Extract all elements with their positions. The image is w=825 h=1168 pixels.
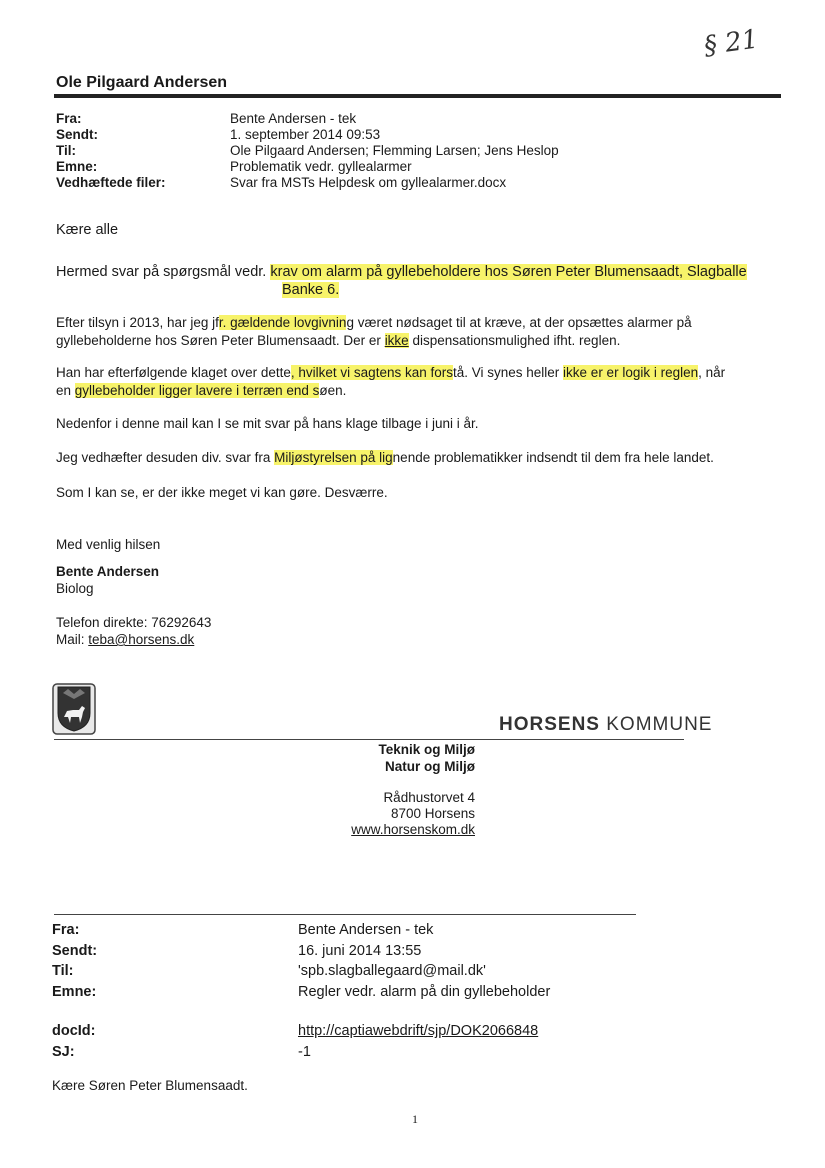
meta-row-subject: Emne: Problematik vedr. gyllealarmer xyxy=(56,159,412,174)
signature-name: Bente Andersen xyxy=(56,564,160,579)
horsens-crest-icon xyxy=(52,683,96,735)
header-divider xyxy=(54,94,781,98)
docid-link[interactable]: http://captiawebdrift/sjp/DOK2066848 xyxy=(298,1023,539,1040)
meta2-row-sent: Sendt: 16. juni 2014 13:55 xyxy=(52,942,422,959)
forwarded-email-meta xyxy=(52,920,550,1062)
signature-closing: Med venlig hilsen xyxy=(56,537,161,552)
meta-row-from: Fra: Bente Andersen - tek xyxy=(56,111,357,126)
forwarded-greeting: Kære Søren Peter Blumensaadt. xyxy=(52,1078,248,1093)
meta-row-attachments: Vedhæftede filer: Svar fra MSTs Helpdesk om gyllealarmer.docx xyxy=(56,175,507,190)
meta-row-to: Til: Ole Pilgaard Andersen; Flemming Larsen; Jens Heslop xyxy=(56,143,559,158)
page-number: 1 xyxy=(412,1112,418,1126)
paragraph-6: Som I kan se, er der ikke meget vi kan gøre. Desværre. xyxy=(56,485,388,500)
horsens-kommune-logo: HORSENS KOMMUNE xyxy=(499,714,713,735)
website-link[interactable]: www.horsenskom.dk xyxy=(351,822,475,837)
paragraph-1: Hermed svar på spørgsmål vedr. krav om alarm på gyllebeholdere hos Søren Peter Blumensaadt, Slagballe Banke 6. xyxy=(56,264,747,298)
signature-mail: Mail: teba@horsens.dk xyxy=(56,632,195,647)
meta2-row-subject: Emne: Regler vedr. alarm på din gyllebeholder xyxy=(52,983,551,1000)
paragraph-4: Nedenfor i denne mail kan I se mit svar på hans klage tilbage i juni i år. xyxy=(56,416,479,431)
department: Teknik og Miljø Natur og Miljø xyxy=(378,742,475,774)
meta2-row-from: Fra: Bente Andersen - tek xyxy=(52,922,434,939)
meta2-row-docid: docId: http://captiawebdrift/sjp/DOK2066848 xyxy=(52,1023,539,1040)
paragraph-5: Jeg vedhæfter desuden div. svar fra Miljøstyrelsen på lignende problematikker indsendt til dem fra hele landet. xyxy=(56,450,714,465)
handwritten-paragraph-stamp: § 21 xyxy=(702,24,761,62)
signature-phone: Telefon direkte: 76292643 xyxy=(56,615,212,630)
paragraph-2: Efter tilsyn i 2013, har jeg jfr. gældende lovgivning været nødsaget til at kræve, at der opsættes alarmer på gyllebeholderne hos Søren Peter Blumensaadt. Der er ikke dispensationsmulighed ifht. reglen. xyxy=(56,315,692,348)
signature-title: Biolog xyxy=(56,581,94,596)
forward-divider xyxy=(54,914,636,915)
attachment-name[interactable]: Svar fra MSTs Helpdesk om gyllealarmer.docx xyxy=(230,175,507,190)
paragraph-3: Han har efterfølgende klaget over dette, hvilket vi sagtens kan forstå. Vi synes heller ikke er er logik i reglen, når en gyllebeholder ligger lavere i terræn end søen. xyxy=(56,365,726,398)
meta2-row-to: Til: 'spb.slagballegaard@mail.dk' xyxy=(52,963,486,980)
email-meta xyxy=(56,111,559,191)
greeting: Kære alle xyxy=(56,222,119,238)
letterhead-divider xyxy=(54,739,684,740)
meta-row-sent: Sendt: 1. september 2014 09:53 xyxy=(56,127,381,142)
address: Rådhustorvet 4 8700 Horsens www.horsenskom.dk xyxy=(351,790,475,837)
meta2-row-sj: SJ: -1 xyxy=(52,1043,311,1060)
mail-link[interactable]: teba@horsens.dk xyxy=(88,632,195,647)
recipient-name-header: Ole Pilgaard Andersen xyxy=(56,74,228,91)
